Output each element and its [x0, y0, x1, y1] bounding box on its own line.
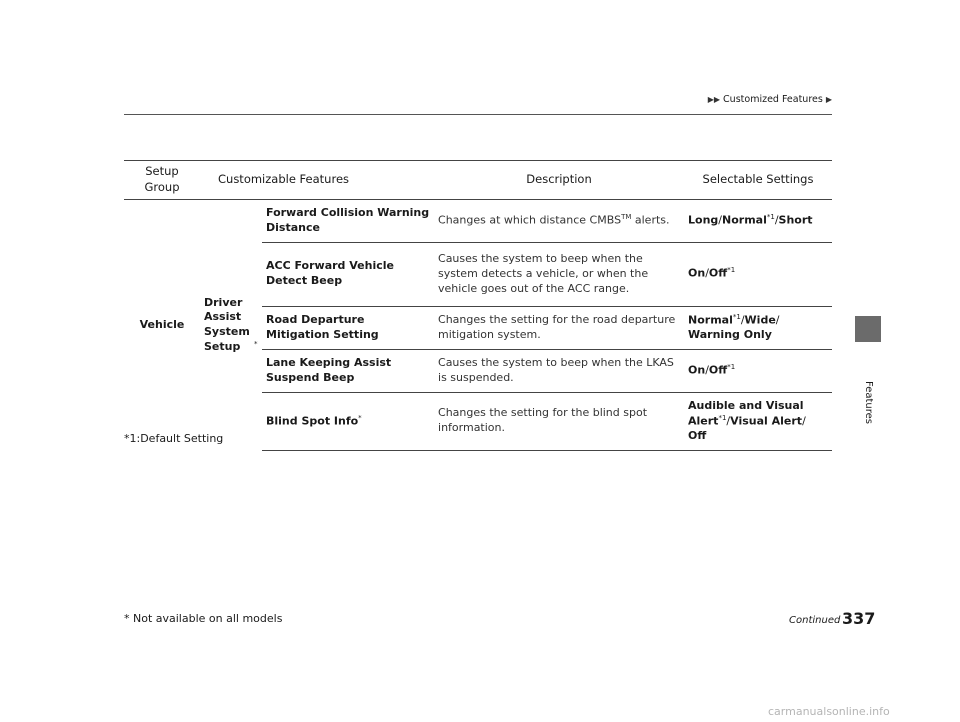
feature-description: [434, 200, 684, 243]
footnote-mark: *: [358, 413, 362, 422]
breadcrumb-title[interactable]: Customized Features: [723, 94, 823, 105]
feature-name: Road Departure Mitigation Setting: [262, 306, 434, 349]
selectable-settings: [684, 200, 832, 243]
double-arrow-icon: ▶▶: [707, 95, 721, 104]
setting-option: Wide: [744, 313, 776, 327]
table-header-row: [124, 161, 832, 200]
setting-option: Off: [708, 267, 728, 281]
chapter-label-text: Features: [862, 380, 874, 424]
default-mark: *1: [732, 312, 741, 321]
default-mark: *1: [727, 266, 736, 275]
breadcrumb: [698, 94, 832, 105]
setting-separator: /: [775, 313, 780, 327]
setting-option: On: [688, 363, 706, 377]
setting-option: Normal: [722, 213, 767, 227]
setting-option: Long: [688, 213, 719, 227]
setting-separator: /: [705, 267, 709, 281]
feature-description: Causes the system to beep when the system detects a vehicle, or when the vehicle goes out of the ACC range.: [434, 242, 684, 306]
setting-option: Off: [688, 429, 707, 443]
header-setup-group-text: Setup Group: [144, 164, 180, 194]
setting-separator: /: [740, 313, 745, 327]
feature-description: Changes the setting for the blind spot information.: [434, 392, 684, 450]
header-setup-group: [124, 161, 200, 200]
trademark-mark: TM: [621, 213, 632, 222]
subgroup-cell: [200, 200, 262, 451]
default-setting-note: *1:Default Setting: [124, 432, 224, 445]
watermark: carmanualsonline.info: [768, 705, 890, 718]
setting-option: Visual Alert: [730, 414, 803, 428]
setting-separator: /: [774, 213, 779, 227]
chapter-label: [856, 372, 880, 432]
selectable-settings: [684, 350, 832, 393]
selectable-settings: [684, 392, 832, 450]
setting-option: Normal: [688, 313, 733, 327]
description-text-end: alerts.: [631, 213, 670, 227]
default-mark: *1: [727, 363, 736, 372]
selectable-settings: [684, 306, 832, 349]
setting-option: Off: [708, 363, 728, 377]
default-mark: *1: [766, 213, 775, 222]
footnote-mark: *: [254, 339, 258, 348]
availability-footnote: * Not available on all models: [124, 612, 283, 625]
setting-option: Short: [778, 213, 813, 227]
setting-option: Audible and Visual Alert: [688, 398, 804, 428]
setting-separator: /: [718, 213, 723, 227]
feature-description: Changes the setting for the road departure mitigation system.: [434, 306, 684, 349]
feature-description: Causes the system to beep when the LKAS is suspended.: [434, 350, 684, 393]
setting-separator: /: [726, 414, 731, 428]
header-customizable-features: Customizable Features: [200, 161, 434, 200]
header-rule: [124, 114, 832, 115]
feature-name-text: Blind Spot Info: [266, 414, 359, 428]
feature-name: ACC Forward Vehicle Detect Beep: [262, 242, 434, 306]
feature-name: Lane Keeping Assist Suspend Beep: [262, 350, 434, 393]
setting-separator: /: [802, 414, 806, 428]
setting-option: Warning Only: [688, 328, 772, 342]
header-selectable-settings: Selectable Settings: [684, 161, 832, 200]
table-row: [124, 200, 832, 243]
chapter-tab[interactable]: [855, 316, 881, 342]
setting-option: On: [688, 267, 706, 281]
default-mark: *1: [718, 413, 727, 422]
subgroup-text: Driver Assist System Setup: [204, 295, 250, 354]
setting-separator: /: [705, 363, 709, 377]
feature-name: [262, 392, 434, 450]
description-text: Changes at which distance CMBS: [438, 213, 622, 227]
feature-name: Forward Collision Warning Distance: [262, 200, 434, 243]
customized-features-table: [124, 160, 832, 451]
arrow-icon: ▶: [825, 95, 832, 104]
header-description: Description: [434, 161, 684, 200]
setup-group-cell: Vehicle: [139, 317, 185, 331]
continued-label: Continued: [789, 615, 841, 626]
page-number: 337: [842, 609, 876, 628]
selectable-settings: [684, 242, 832, 306]
